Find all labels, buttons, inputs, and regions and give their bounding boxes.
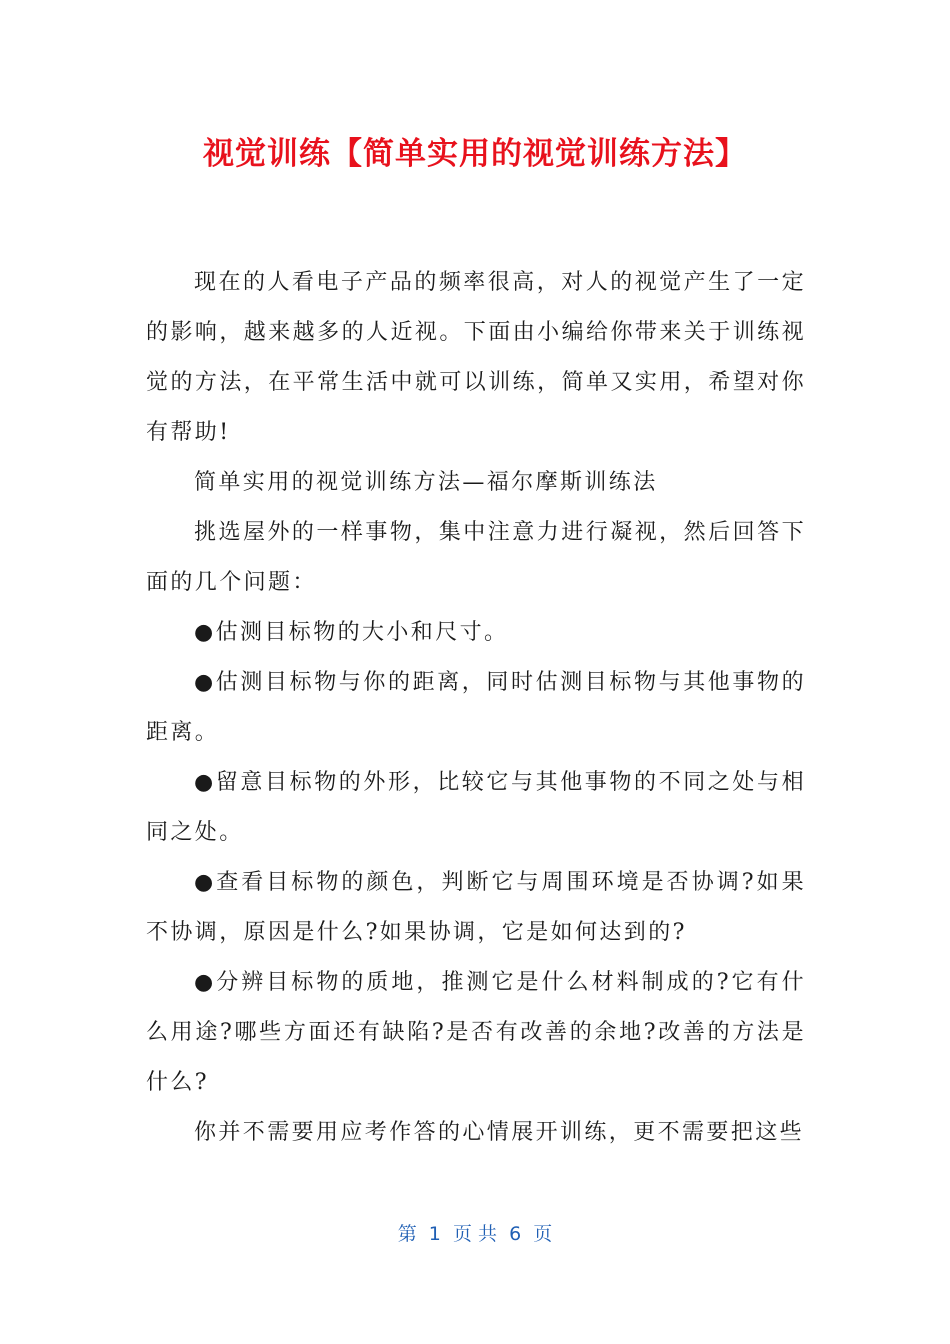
bullet-item-size: ●估测目标物的大小和尺寸。 [194, 620, 509, 645]
page-number-footer: 第 1 页 共 6 页 [397, 1223, 553, 1245]
bullet-item-color: ●查看目标物的颜色，判断它与周围环境是否协调?如果不协调，原因是什么?如果协调，它是如何达到的? [146, 870, 806, 945]
article-body [146, 258, 806, 1158]
page-title: 视觉训练【简单实用的视觉训练方法】 [203, 136, 747, 172]
bullet-item-distance: ●估测目标物与你的距离，同时估测目标物与其他事物的距离。 [146, 670, 806, 745]
closing-paragraph: 你并不需要用应考作答的心情展开训练，更不需要把这些 [194, 1120, 805, 1145]
intro-paragraph: 现在的人看电子产品的频率很高，对人的视觉产生了一定的影响，越来越多的人近视。下面由小编给你带来关于训练视觉的方法，在平常生活中就可以训练，简单又实用，希望对你有帮助! [146, 270, 806, 445]
bullet-item-texture: ●分辨目标物的质地，推测它是什么材料制成的?它有什么用途?哪些方面还有缺陷?是否有改善的余地?改善的方法是什么? [146, 970, 806, 1095]
bullet-item-shape: ●留意目标物的外形，比较它与其他事物的不同之处与相同之处。 [146, 770, 806, 845]
section-heading: 简单实用的视觉训练方法—福尔摩斯训练法 [194, 470, 658, 495]
instruction-paragraph: 挑选屋外的一样事物，集中注意力进行凝视，然后回答下面的几个问题： [146, 520, 806, 595]
